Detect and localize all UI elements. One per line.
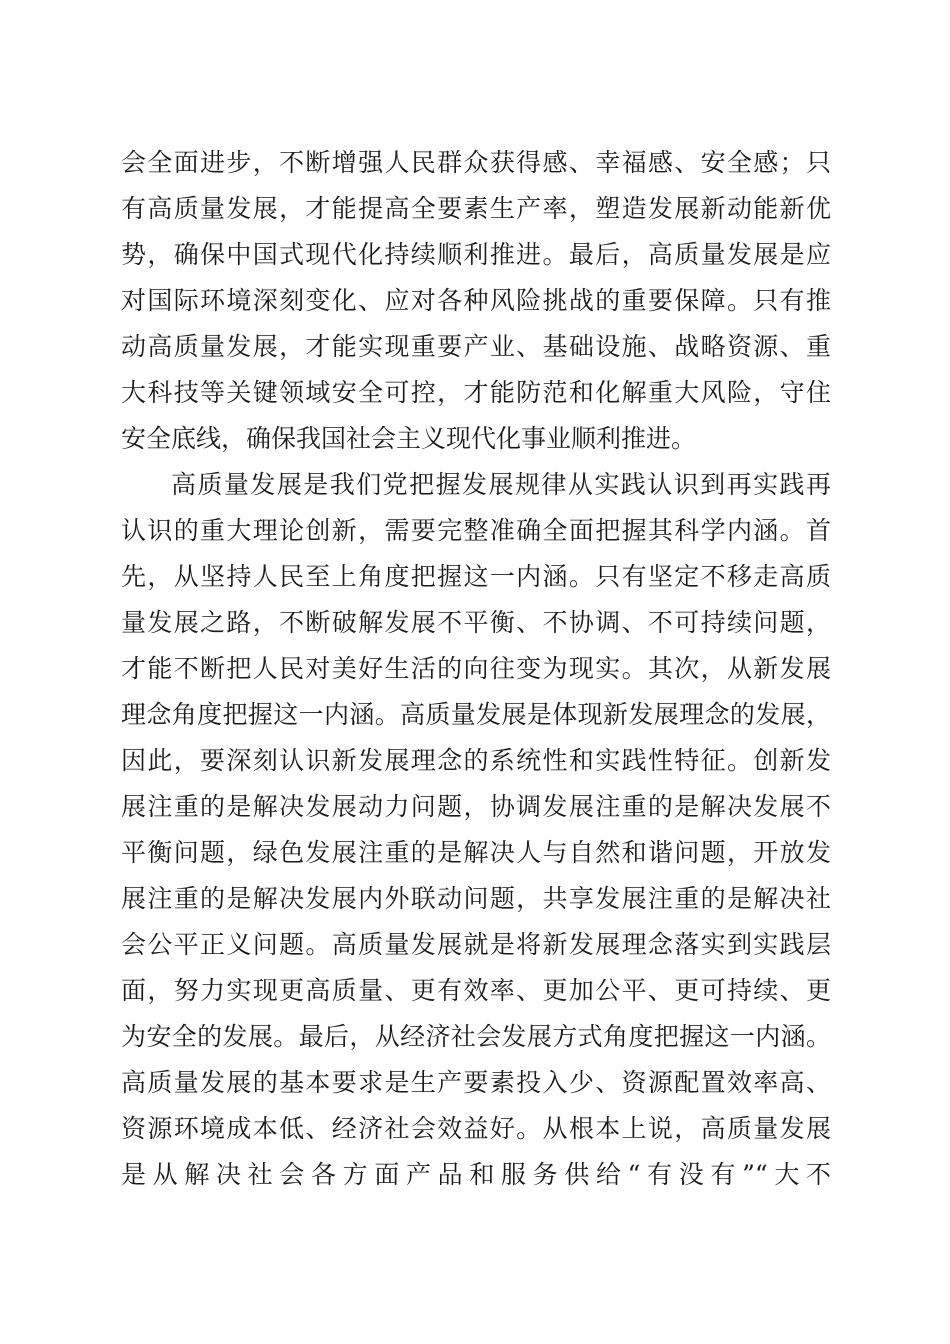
paragraph-2-line-10: 展注重的是解决发展内外联动问题，共享发展注重的是解决社 <box>121 884 831 913</box>
paragraph-2-line-13: 为安全的发展。最后，从经济社会发展方式角度把握这一内涵。 <box>121 1022 831 1051</box>
paragraph-2-line-8: 展注重的是解决发展动力问题，协调发展注重的是解决发展不 <box>121 792 831 821</box>
paragraph-1-line-4: 对国际环境深刻变化、应对各种风险挑战的重要保障。只有推 <box>121 286 831 315</box>
paragraph-1-line-7: 安全底线，确保我国社会主义现代化事业顺利推进。 <box>121 424 697 453</box>
paragraph-2-line-6: 理念角度把握这一内涵。高质量发展是体现新发展理念的发展， <box>121 700 831 729</box>
paragraph-2-line-7: 因此，要深刻认识新发展理念的系统性和实践性特征。创新发 <box>121 746 831 775</box>
paragraph-2-line-11: 会公平正义问题。高质量发展就是将新发展理念落实到实践层 <box>121 930 831 959</box>
paragraph-2-line-14: 高质量发展的基本要求是生产要素投入少、资源配置效率高、 <box>121 1068 831 1097</box>
paragraph-2-line-9: 平衡问题，绿色发展注重的是解决人与自然和谐问题，开放发 <box>121 838 831 867</box>
paragraph-2-line-5: 才能不断把人民对美好生活的向往变为现实。其次，从新发展 <box>121 654 831 683</box>
paragraph-2-line-4: 量发展之路，不断破解发展不平衡、不协调、不可持续问题， <box>121 608 831 637</box>
paragraph-1-line-2: 有高质量发展，才能提高全要素生产率，塑造发展新动能新优 <box>121 194 831 223</box>
paragraph-2-line-16: 是从解决社会各方面产品和服务供给“有没有”“大不 <box>121 1160 831 1189</box>
paragraph-2-line-12: 面，努力实现更高质量、更有效率、更加公平、更可持续、更 <box>121 976 831 1005</box>
paragraph-1-line-3: 势，确保中国式现代化持续顺利推进。最后，高质量发展是应 <box>121 240 831 269</box>
paragraph-2-line-1: 高质量发展是我们党把握发展规律从实践认识到再实践再 <box>171 470 831 499</box>
paragraph-2-line-3: 先，从坚持人民至上角度把握这一内涵。只有坚定不移走高质 <box>121 562 831 591</box>
paragraph-2-line-2: 认识的重大理论创新，需要完整准确全面把握其科学内涵。首 <box>121 516 831 545</box>
paragraph-1-line-1: 会全面进步，不断增强人民群众获得感、幸福感、安全感；只 <box>121 148 831 177</box>
paragraph-2-line-15: 资源环境成本低、经济社会效益好。从根本上说，高质量发展 <box>121 1114 831 1143</box>
paragraph-1-line-6: 大科技等关键领域安全可控，才能防范和化解重大风险，守住 <box>121 378 831 407</box>
paragraph-1-line-5: 动高质量发展，才能实现重要产业、基础设施、战略资源、重 <box>121 332 831 361</box>
